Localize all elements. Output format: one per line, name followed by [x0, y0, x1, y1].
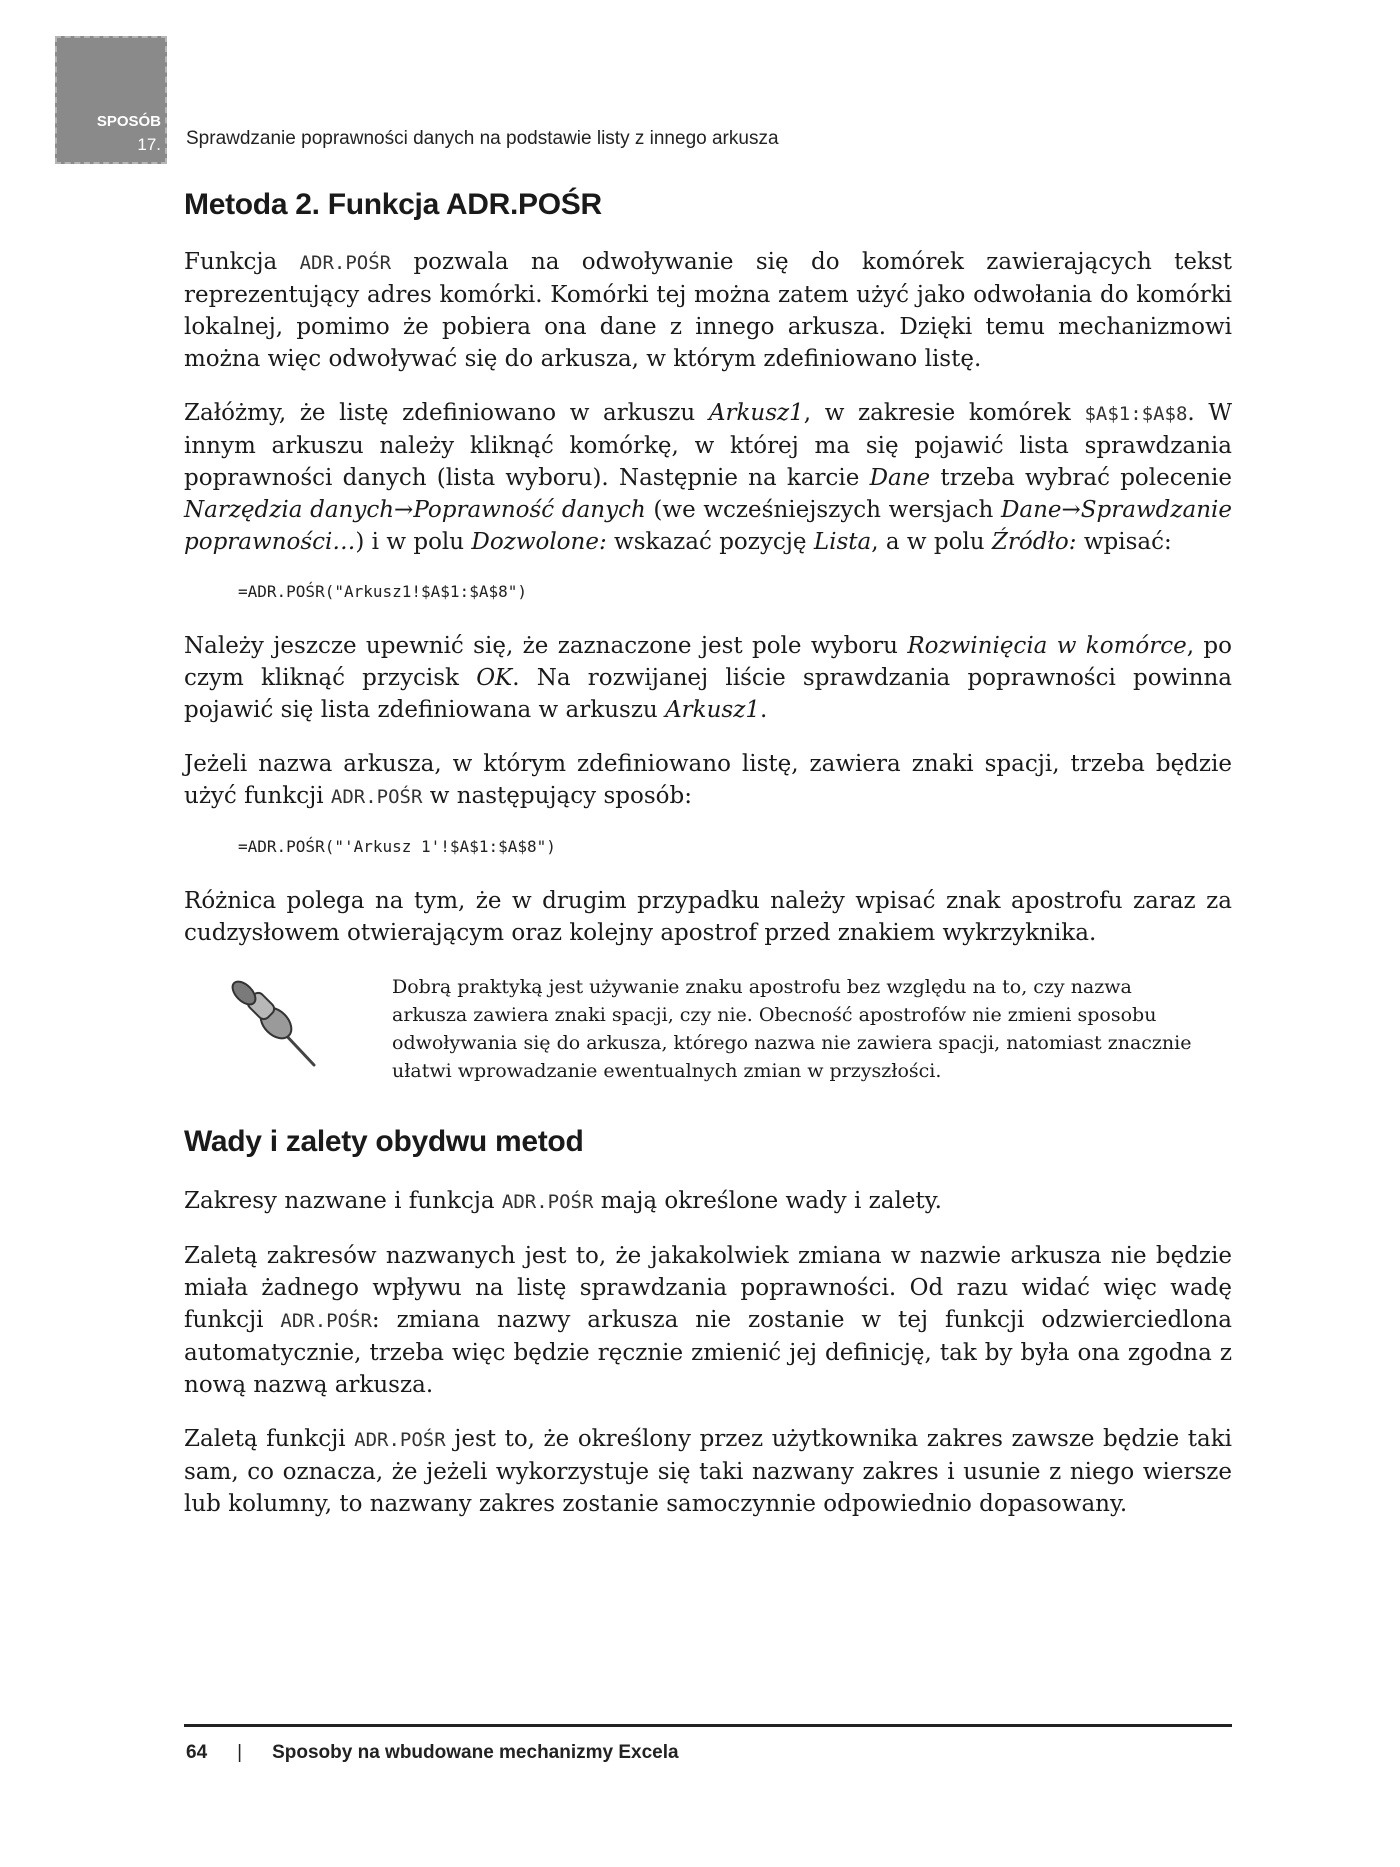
page-number: 64	[186, 1742, 208, 1763]
tab-label-text: SPOSÓB	[96, 113, 161, 130]
paragraph: Różnica polega na tym, że w drugim przypadku należy wpisać znak apostrofu zaraz za cudzysłowem otwierającym oraz kolejny apostrof przed znakiem wykrzyknika.	[184, 888, 1232, 946]
page-content	[184, 188, 1232, 1520]
paragraph: Załóżmy, że listę zdefiniowano w arkuszu Arkusz1, w zakresie komórek $A$1:$A$8. W innym arkuszu należy kliknąć komórkę, w której ma się pojawić lista sprawdzania poprawności danych (lista wyboru). Następnie na karcie Dane trzeba wybrać polecenie Narzędzia danych→Poprawność danych (we wcześniejszych wersjach Dane→Sprawdzanie poprawności…) i w polu Dozwolone: wskazać pozycję Lista, a w polu Źródło: wpisać:	[184, 400, 1233, 555]
paragraph: Jeżeli nazwa arkusza, w którym zdefiniowano listę, zawiera znaki spacji, trzeba będzie użyć funkcji ADR.POŚR w następujący sposób:	[184, 751, 1232, 809]
tab-number: 17.	[137, 135, 161, 154]
paragraph: Funkcja ADR.POŚR pozwala na odwoływanie się do komórek zawierających tekst reprezentujący adres komórki. Komórki tej można zatem użyć jako odwołania do komórki lokalnej, pomimo że pobiera ona dane z innego arkusza. Dzięki temu mechanizmowi można więc odwoływać się do arkusza, w którym zdefiniowano listę.	[184, 249, 1233, 372]
code-example-2: =ADR.POŚR("'Arkusz 1'!$A$1:$A$8")	[238, 837, 556, 856]
paragraph: Zakresy nazwane i funkcja ADR.POŚR mają określone wady i zalety.	[184, 1188, 942, 1214]
paragraph: Należy jeszcze upewnić się, że zaznaczone jest pole wyboru Rozwinięcia w komórce, po czym kliknąć przycisk OK. Na rozwijanej liście sprawdzania poprawności powinna pojawić się lista zdefiniowana w arkuszu Arkusz1.	[184, 633, 1232, 723]
chapter-tab	[55, 36, 167, 164]
note-box	[224, 973, 1232, 1085]
pushpin-icon	[224, 973, 324, 1073]
paragraph: Zaletą funkcji ADR.POŚR jest to, że określony przez użytkownika zakres zawsze będzie taki sam, co oznacza, że jeżeli wykorzystuje się taki nazwany zakres i usunie z niego wiersze lub kolumny, to nazwany zakres zostanie samoczynnie odpowiednio dopasowany.	[184, 1426, 1232, 1517]
page-footer	[186, 1742, 679, 1764]
footer-rule	[184, 1724, 1232, 1727]
section-title-pros-cons: Wady i zalety obydwu metod	[184, 1125, 584, 1158]
running-head: Sprawdzanie poprawności danych na podstawie listy z innego arkusza	[186, 128, 779, 149]
code-example-1: =ADR.POŚR("Arkusz1!$A$1:$A$8")	[238, 582, 527, 601]
book-title: Sposoby na wbudowane mechanizmy Excela	[272, 1742, 679, 1763]
note-text: Dobrą praktyką jest używanie znaku apostrofu bez względu na to, czy nazwa arkusza zawiera znaki spacji, czy nie. Obecność apostrofów nie zmieni sposobu odwoływania się do arkusza, którego nazwa nie zawiera spacji, natomiast znacznie ułatwi wprowadzanie ewentualnych zmian w przyszłości.	[392, 976, 1192, 1082]
chapter-tab-label	[97, 110, 161, 156]
footer-separator: |	[237, 1742, 243, 1763]
section-title-method2: Metoda 2. Funkcja ADR.POŚR	[184, 188, 602, 221]
paragraph: Zaletą zakresów nazwanych jest to, że jakakolwiek zmiana w nazwie arkusza nie będzie miała żadnego wpływu na listę sprawdzania poprawności. Od razu widać więc wadę funkcji ADR.POŚR: zmiana nazwy arkusza nie zostanie w tej funkcji odzwierciedlona automatycznie, trzeba więc będzie ręcznie zmienić jej definicję, tak by była ona zgodna z nową nazwą arkusza.	[184, 1243, 1232, 1398]
